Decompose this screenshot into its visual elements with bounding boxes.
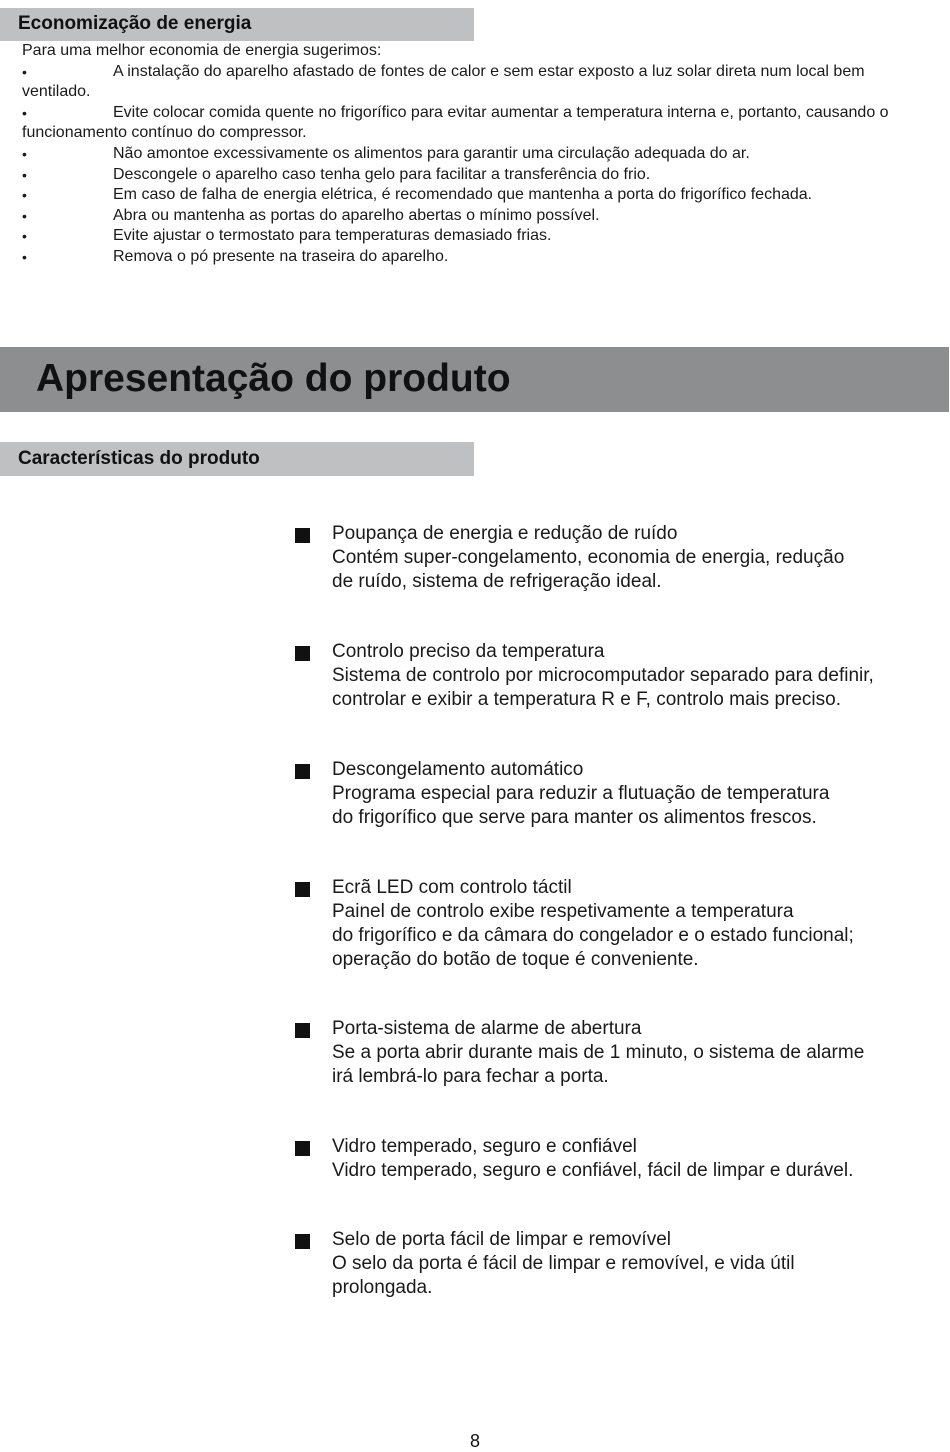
features-section-header (0, 442, 474, 476)
product-presentation-banner (0, 347, 949, 412)
feature-description: O selo da porta é fácil de limpar e removível, e vida útil prolongada. (332, 1253, 795, 1298)
feature-item (294, 522, 934, 594)
feature-title: Porta-sistema de alarme de abertura (332, 1018, 642, 1039)
energy-tip-text: Evite colocar comida quente no frigorífico para evitar aumentar a temperatura interna e, portanto, causando o funcionamento contínuo do compressor. (22, 103, 889, 142)
features-list (294, 522, 934, 1300)
energy-tip (22, 247, 922, 268)
energy-tip-text: Não amontoe excessivamente os alimentos para garantir uma circulação adequada do ar. (113, 144, 750, 162)
energy-tip (22, 144, 922, 165)
energy-tip-text: Descongele o aparelho caso tenha gelo para facilitar a transferência do frio. (113, 165, 651, 183)
energy-intro: Para uma melhor economia de energia sugerimos: (22, 42, 382, 59)
feature-title: Poupança de energia e redução de ruído (332, 523, 678, 544)
energy-section-title: Economização de energia (18, 13, 252, 34)
energy-section-header (0, 8, 474, 41)
feature-item (294, 876, 934, 972)
feature-title: Ecrã LED com controlo táctil (332, 877, 572, 898)
bullet-icon: • (22, 187, 27, 204)
energy-tip-text: Remova o pó presente na traseira do aparelho. (113, 247, 449, 265)
energy-tip (22, 62, 922, 103)
feature-title: Descongelamento automático (332, 759, 584, 780)
energy-tip-text: Evite ajustar o termostato para temperaturas demasiado frias. (113, 227, 552, 245)
page-number: 8 (469, 1431, 480, 1451)
product-presentation-title: Apresentação do produto (36, 357, 511, 400)
square-bullet-icon (295, 646, 310, 661)
energy-tip-text: Abra ou mantenha as portas do aparelho abertas o mínimo possível. (113, 206, 600, 224)
energy-tip (22, 226, 922, 247)
bullet-icon: • (22, 104, 27, 121)
feature-description: Programa especial para reduzir a flutuação de temperatura do frigorífico que serve para manter os alimentos frescos. (332, 783, 830, 828)
feature-title: Selo de porta fácil de limpar e removível (332, 1229, 671, 1250)
feature-item (294, 1135, 934, 1183)
bullet-icon: • (22, 166, 27, 183)
feature-item (294, 758, 934, 830)
square-bullet-icon (295, 528, 310, 543)
energy-tips-list (22, 62, 922, 268)
energy-tip (22, 165, 922, 186)
bullet-icon: • (22, 145, 27, 162)
square-bullet-icon (295, 764, 310, 779)
feature-description: Se a porta abrir durante mais de 1 minuto, o sistema de alarme irá lembrá-lo para fechar a porta. (332, 1042, 865, 1087)
square-bullet-icon (295, 1023, 310, 1038)
bullet-icon: • (22, 207, 27, 224)
feature-item (294, 1228, 934, 1300)
feature-item (294, 640, 934, 712)
feature-description: Vidro temperado, seguro e confiável, fácil de limpar e durável. (332, 1160, 854, 1181)
feature-title: Vidro temperado, seguro e confiável (332, 1136, 637, 1157)
energy-tip-text: A instalação do aparelho afastado de fontes de calor e sem estar exposto a luz solar direta num local bem ventilado. (22, 62, 865, 101)
square-bullet-icon (295, 882, 310, 897)
square-bullet-icon (295, 1234, 310, 1249)
square-bullet-icon (295, 1141, 310, 1156)
energy-tip (22, 103, 922, 144)
bullet-icon: • (22, 248, 27, 265)
feature-item (294, 1017, 934, 1089)
energy-tip (22, 185, 922, 206)
features-section-title: Características do produto (18, 448, 260, 469)
energy-tip-text: Em caso de falha de energia elétrica, é recomendado que mantenha a porta do frigorífico fechada. (113, 186, 813, 204)
feature-description: Painel de controlo exibe respetivamente a temperatura do frigorífico e da câmara do congelador e o estado funcional; operação do botão de toque é conveniente. (332, 901, 854, 970)
bullet-icon: • (22, 63, 27, 80)
bullet-icon: • (22, 228, 27, 245)
feature-description: Sistema de controlo por microcomputador separado para definir, controlar e exibir a temperatura R e F, controlo mais preciso. (332, 665, 874, 710)
energy-tips (22, 41, 922, 268)
energy-tip (22, 206, 922, 227)
feature-description: Contém super-congelamento, economia de energia, redução de ruído, sistema de refrigeração ideal. (332, 547, 845, 592)
feature-title: Controlo preciso da temperatura (332, 641, 605, 662)
